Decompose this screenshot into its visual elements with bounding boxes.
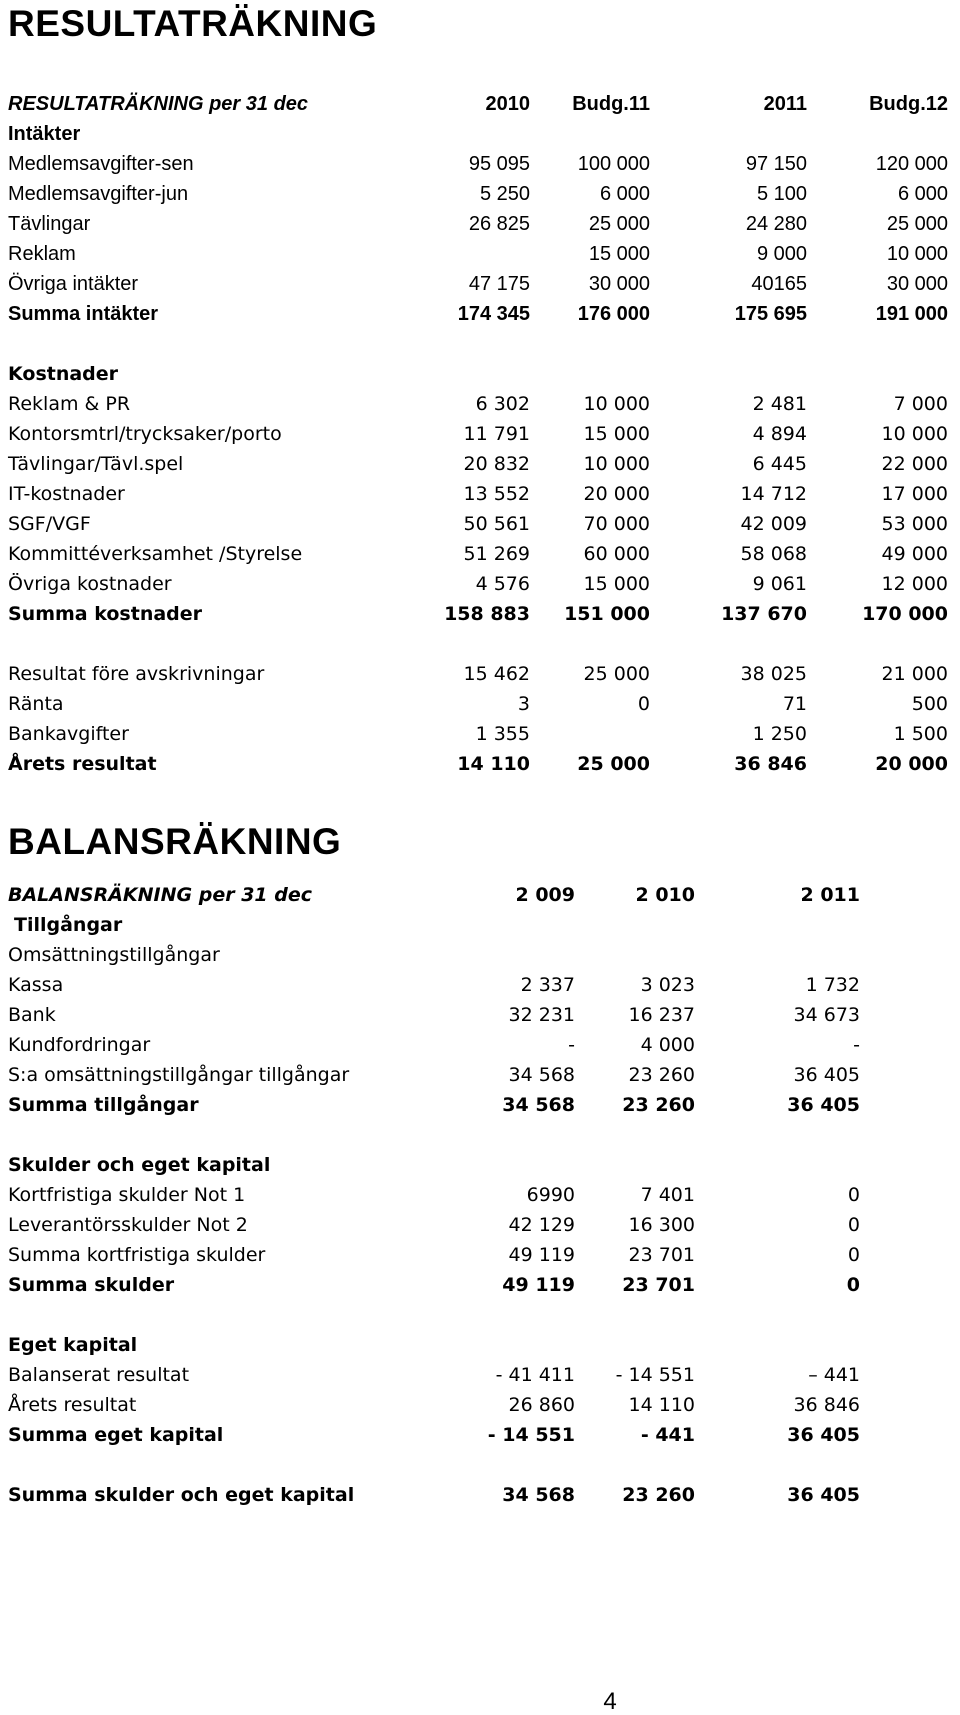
row-label: Kundfordringar bbox=[8, 1034, 151, 1056]
table-row bbox=[8, 149, 952, 179]
cell-value: 1 500 bbox=[893, 723, 948, 745]
table-row bbox=[8, 1150, 952, 1180]
table-row bbox=[8, 269, 952, 299]
cell-value: 2011 bbox=[763, 93, 807, 115]
cell-value: 36 405 bbox=[793, 1064, 860, 1086]
row-label: Omsättningstillgångar bbox=[8, 944, 220, 966]
table-row bbox=[8, 1270, 952, 1300]
cell-value: 3 bbox=[517, 693, 530, 715]
cell-value: 36 846 bbox=[734, 753, 807, 775]
table-row bbox=[8, 239, 952, 269]
cell-value: 24 280 bbox=[745, 213, 807, 235]
table-row bbox=[8, 449, 952, 479]
cell-value: 95 095 bbox=[468, 153, 530, 175]
table-row bbox=[8, 719, 952, 749]
cell-value: 70 000 bbox=[583, 513, 650, 535]
cell-value: 9 061 bbox=[752, 573, 807, 595]
cell-value: 2 337 bbox=[520, 974, 575, 996]
cell-value: 36 405 bbox=[787, 1094, 860, 1116]
cell-value: 0 bbox=[847, 1244, 860, 1266]
cell-value: 23 260 bbox=[622, 1484, 695, 1506]
row-label: S:a omsättningstillgångar tillgångar bbox=[8, 1064, 350, 1086]
cell-value: 32 231 bbox=[508, 1004, 575, 1026]
row-label: Kommittéverksamhet /Styrelse bbox=[8, 543, 303, 565]
cell-value: 10 000 bbox=[583, 453, 650, 475]
cell-value: 191 000 bbox=[875, 303, 948, 325]
cell-value: 9 000 bbox=[756, 243, 807, 265]
row-label: Skulder och eget kapital bbox=[8, 1154, 271, 1176]
cell-value: 16 300 bbox=[628, 1214, 695, 1236]
cell-value: 170 000 bbox=[862, 603, 948, 625]
cell-value: 34 568 bbox=[502, 1484, 575, 1506]
table-row bbox=[8, 940, 952, 970]
cell-value: 2010 bbox=[485, 93, 530, 115]
cell-value: 13 552 bbox=[463, 483, 530, 505]
cell-value: 10 000 bbox=[886, 243, 948, 265]
table-row bbox=[8, 1360, 952, 1390]
cell-value: 6 000 bbox=[599, 183, 650, 205]
row-label: Kontorsmtrl/trycksaker/porto bbox=[8, 423, 282, 445]
row-label: Övriga intäkter bbox=[8, 273, 139, 295]
cell-value: 16 237 bbox=[628, 1004, 695, 1026]
table-row bbox=[8, 539, 952, 569]
cell-value: 2 009 bbox=[515, 884, 575, 906]
table-row bbox=[8, 119, 952, 149]
cell-value: 6 000 bbox=[897, 183, 948, 205]
cell-value: 175 695 bbox=[734, 303, 807, 325]
row-label: Årets resultat bbox=[8, 1394, 137, 1416]
cell-value: 50 561 bbox=[463, 513, 530, 535]
table-row bbox=[8, 689, 952, 719]
cell-value: 176 000 bbox=[577, 303, 650, 325]
row-label: Medlemsavgifter-jun bbox=[8, 183, 189, 205]
row-label: Tävlingar bbox=[8, 213, 91, 235]
row-label: BALANSRÄKNING per 31 dec bbox=[8, 884, 312, 906]
table-header bbox=[8, 880, 952, 910]
cell-value: 5 100 bbox=[756, 183, 807, 205]
row-label: Summa kortfristiga skulder bbox=[8, 1244, 266, 1266]
cell-value: 36 405 bbox=[787, 1424, 860, 1446]
row-label: Summa intäkter bbox=[8, 303, 159, 325]
cell-value: 174 345 bbox=[457, 303, 530, 325]
cell-value: 34 673 bbox=[793, 1004, 860, 1026]
table-row bbox=[8, 1240, 952, 1270]
cell-value: - 14 551 bbox=[487, 1424, 575, 1446]
table-row bbox=[8, 209, 952, 239]
cell-value: 25 000 bbox=[577, 753, 650, 775]
cell-value: 7 000 bbox=[893, 393, 948, 415]
row-label: Reklam & PR bbox=[8, 393, 131, 415]
row-label: Tävlingar/Tävl.spel bbox=[8, 453, 184, 475]
row-label: Bankavgifter bbox=[8, 723, 129, 745]
cell-value: 15 462 bbox=[463, 663, 530, 685]
cell-value: 23 260 bbox=[628, 1064, 695, 1086]
cell-value: 20 000 bbox=[875, 753, 948, 775]
row-label: Eget kapital bbox=[8, 1334, 138, 1356]
cell-value: 23 701 bbox=[628, 1244, 695, 1266]
row-label: Kostnader bbox=[8, 363, 119, 385]
table-row bbox=[8, 1330, 952, 1360]
cell-value: 42 129 bbox=[508, 1214, 575, 1236]
cell-value: 26 825 bbox=[468, 213, 530, 235]
row-label: Medlemsavgifter-sen bbox=[8, 153, 194, 175]
cell-value: 34 568 bbox=[502, 1094, 575, 1116]
cell-value: 0 bbox=[847, 1214, 860, 1236]
cell-value: 26 860 bbox=[508, 1394, 575, 1416]
cell-value: 0 bbox=[846, 1274, 860, 1296]
cell-value: 6 445 bbox=[752, 453, 807, 475]
table-row bbox=[8, 179, 952, 209]
cell-value: 36 846 bbox=[793, 1394, 860, 1416]
table-row bbox=[8, 569, 952, 599]
row-label: Kassa bbox=[8, 974, 64, 996]
table-row bbox=[8, 509, 952, 539]
cell-value: 6 302 bbox=[475, 393, 530, 415]
row-label: Reklam bbox=[8, 243, 76, 265]
cell-value: 1 250 bbox=[752, 723, 807, 745]
cell-value: 71 bbox=[782, 693, 807, 715]
table-row bbox=[8, 1030, 952, 1060]
table-row bbox=[8, 359, 952, 389]
cell-value: 42 009 bbox=[740, 513, 807, 535]
cell-value: - 441 bbox=[640, 1424, 695, 1446]
row-label: Årets resultat bbox=[8, 753, 157, 775]
cell-value: 97 150 bbox=[745, 153, 807, 175]
cell-value: 2 010 bbox=[635, 884, 695, 906]
cell-value: 2 011 bbox=[800, 884, 860, 906]
cell-value: 11 791 bbox=[463, 423, 530, 445]
table-row bbox=[8, 1000, 952, 1030]
row-label: RESULTATRÄKNING per 31 dec bbox=[8, 93, 309, 115]
cell-value: 14 712 bbox=[740, 483, 807, 505]
cell-value: 15 000 bbox=[588, 243, 650, 265]
cell-value: 7 401 bbox=[640, 1184, 695, 1206]
row-label: Ränta bbox=[8, 693, 64, 715]
table-row bbox=[8, 1420, 952, 1450]
table-row bbox=[8, 1090, 952, 1120]
cell-value: 58 068 bbox=[740, 543, 807, 565]
row-label: Summa skulder bbox=[8, 1274, 175, 1296]
cell-value: 17 000 bbox=[881, 483, 948, 505]
table-row bbox=[8, 389, 952, 419]
cell-value: 21 000 bbox=[881, 663, 948, 685]
cell-value: 36 405 bbox=[787, 1484, 860, 1506]
cell-value: 22 000 bbox=[881, 453, 948, 475]
cell-value: 60 000 bbox=[583, 543, 650, 565]
table-row bbox=[8, 970, 952, 1000]
cell-value: 4 576 bbox=[475, 573, 530, 595]
row-label: Summa tillgångar bbox=[8, 1094, 199, 1116]
cell-value: 158 883 bbox=[444, 603, 530, 625]
cell-value: 53 000 bbox=[881, 513, 948, 535]
cell-value: 10 000 bbox=[583, 393, 650, 415]
table-row bbox=[8, 910, 952, 940]
table-row bbox=[8, 1180, 952, 1210]
row-label: Kortfristiga skulder Not 1 bbox=[8, 1184, 246, 1206]
cell-value: 1 732 bbox=[805, 974, 860, 996]
cell-value: 25 000 bbox=[588, 213, 650, 235]
cell-value: 51 269 bbox=[463, 543, 530, 565]
cell-value: 5 250 bbox=[479, 183, 530, 205]
table-row bbox=[8, 1210, 952, 1240]
cell-value: 12 000 bbox=[881, 573, 948, 595]
cell-value: 30 000 bbox=[588, 273, 650, 295]
table-row bbox=[8, 1390, 952, 1420]
row-label: Tillgångar bbox=[14, 914, 123, 936]
row-label: Summa eget kapital bbox=[8, 1424, 224, 1446]
cell-value: - 14 551 bbox=[615, 1364, 695, 1386]
cell-value: 137 670 bbox=[721, 603, 807, 625]
cell-value: 15 000 bbox=[583, 573, 650, 595]
table-row bbox=[8, 1060, 952, 1090]
cell-value: - 41 411 bbox=[495, 1364, 575, 1386]
row-label: Resultat före avskrivningar bbox=[8, 663, 265, 685]
cell-value: 100 000 bbox=[577, 153, 650, 175]
cell-value: 3 023 bbox=[640, 974, 695, 996]
cell-value: 20 832 bbox=[463, 453, 530, 475]
income-statement-heading: RESULTATRÄKNING bbox=[8, 3, 378, 44]
row-label: SGF/VGF bbox=[8, 513, 91, 535]
cell-value: 34 568 bbox=[508, 1064, 575, 1086]
table-row bbox=[8, 1480, 952, 1510]
table-row bbox=[8, 659, 952, 689]
table-header bbox=[8, 89, 952, 119]
cell-value: 2 481 bbox=[752, 393, 807, 415]
cell-value: 1 355 bbox=[475, 723, 530, 745]
cell-value: Budg.12 bbox=[869, 93, 948, 115]
table-row bbox=[8, 419, 952, 449]
table-row bbox=[8, 479, 952, 509]
cell-value: 49 000 bbox=[881, 543, 948, 565]
cell-value: 38 025 bbox=[740, 663, 807, 685]
row-label: Summa skulder och eget kapital bbox=[8, 1484, 355, 1506]
cell-value: – 441 bbox=[808, 1364, 860, 1386]
row-label: Övriga kostnader bbox=[8, 573, 172, 595]
balance-sheet-heading: BALANSRÄKNING bbox=[8, 821, 342, 862]
cell-value: 10 000 bbox=[881, 423, 948, 445]
cell-value: 30 000 bbox=[886, 273, 948, 295]
cell-value: 20 000 bbox=[583, 483, 650, 505]
cell-value: 14 110 bbox=[628, 1394, 695, 1416]
cell-value: 0 bbox=[637, 693, 650, 715]
cell-value: 40165 bbox=[751, 273, 807, 295]
cell-value: 25 000 bbox=[886, 213, 948, 235]
cell-value: 23 701 bbox=[622, 1274, 695, 1296]
table-row bbox=[8, 749, 952, 779]
cell-value: - bbox=[853, 1034, 860, 1056]
cell-value: - bbox=[568, 1034, 575, 1056]
cell-value: Budg.11 bbox=[572, 93, 650, 115]
cell-value: 14 110 bbox=[457, 753, 530, 775]
cell-value: 25 000 bbox=[583, 663, 650, 685]
cell-value: 6990 bbox=[526, 1184, 575, 1206]
cell-value: 0 bbox=[847, 1184, 860, 1206]
row-label: Summa kostnader bbox=[8, 603, 203, 625]
cell-value: 49 119 bbox=[508, 1244, 575, 1266]
cell-value: 4 000 bbox=[640, 1034, 695, 1056]
row-label: IT-kostnader bbox=[8, 483, 125, 505]
cell-value: 120 000 bbox=[875, 153, 948, 175]
cell-value: 49 119 bbox=[502, 1274, 575, 1296]
row-label: Bank bbox=[8, 1004, 56, 1026]
cell-value: 47 175 bbox=[468, 273, 530, 295]
cell-value: 15 000 bbox=[583, 423, 650, 445]
table-row bbox=[8, 299, 952, 329]
row-label: Intäkter bbox=[8, 123, 81, 145]
cell-value: 151 000 bbox=[564, 603, 650, 625]
page-number: 4 bbox=[603, 1688, 617, 1715]
cell-value: 500 bbox=[911, 693, 948, 715]
row-label: Leverantörsskulder Not 2 bbox=[8, 1214, 248, 1236]
cell-value: 4 894 bbox=[752, 423, 807, 445]
cell-value: 23 260 bbox=[622, 1094, 695, 1116]
table-row bbox=[8, 599, 952, 629]
row-label: Balanserat resultat bbox=[8, 1364, 190, 1386]
